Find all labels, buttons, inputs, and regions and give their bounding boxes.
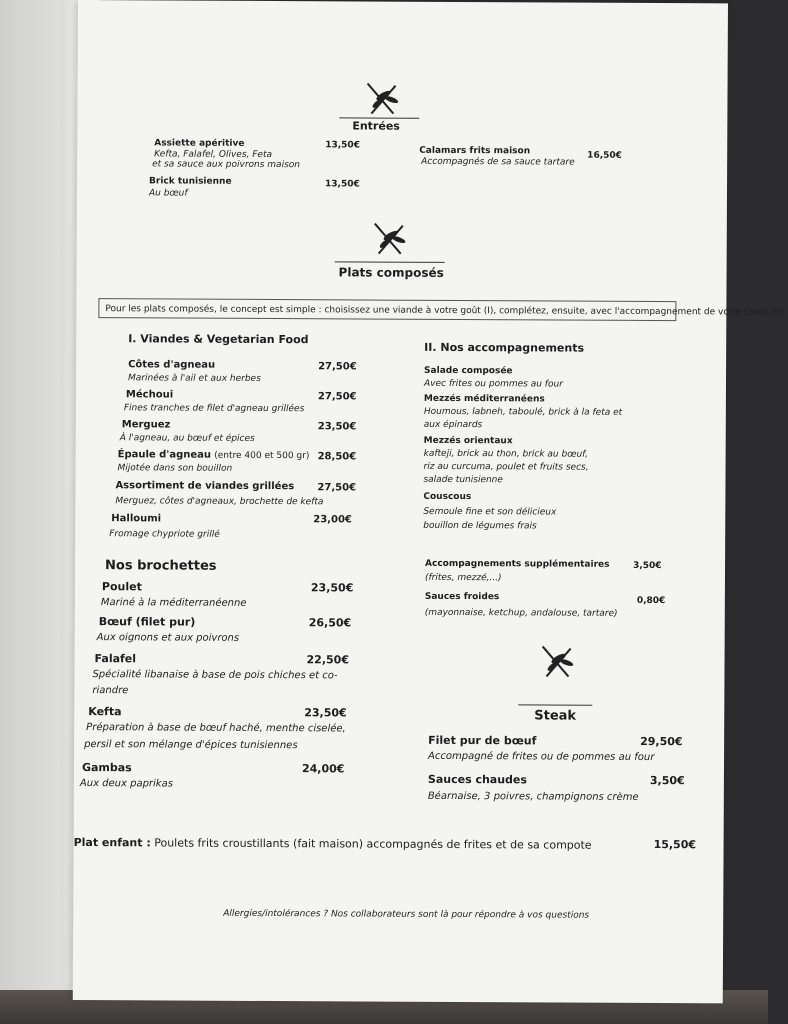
dish-desc: Mijotée dans son bouillon xyxy=(117,463,233,474)
dish-desc: persil et son mélange d'épices tunisiennes xyxy=(84,739,298,752)
viandes-heading: I. Viandes & Vegetarian Food xyxy=(128,332,309,347)
dish-desc: Marinées à l'ail et aux herbes xyxy=(127,373,261,384)
dish-price: 23,50€ xyxy=(304,706,347,720)
dish-price: 23,00€ xyxy=(313,514,352,526)
accompagnements-heading: II. Nos accompagnements xyxy=(424,340,585,355)
entree-desc: Au bœuf xyxy=(148,188,188,199)
entree-name: Assiette apéritive xyxy=(154,138,245,149)
kids-meal-price: 15,50€ xyxy=(653,838,697,852)
dish-name: Halloumi xyxy=(111,513,162,525)
entree-desc: Accompagnés de sa sauce tartare xyxy=(421,156,575,168)
dish-desc: À l'agneau, au bœuf et épices xyxy=(119,433,255,444)
title-rule xyxy=(339,117,419,118)
dish-desc: Spécialité libanaise à base de pois chiches et co- xyxy=(92,669,338,682)
dish-name: Falafel xyxy=(94,652,137,666)
side-name: Salade composée xyxy=(424,365,513,377)
dish-name: Bœuf (filet pur) xyxy=(98,615,196,629)
extra-price: 3,50€ xyxy=(633,560,662,572)
dish-name-line xyxy=(118,449,310,461)
entree-price: 16,50€ xyxy=(587,150,622,161)
dish-name: Poulet xyxy=(101,580,142,594)
steak-title: Steak xyxy=(534,708,577,724)
allergy-footer: Allergies/intolérances ? Nos collaborateurs sont là pour répondre à vos questions xyxy=(223,908,590,921)
side-name: Mezzés méditerranéens xyxy=(423,393,545,405)
side-desc: kafteji, brick au thon, brick au bœuf, xyxy=(423,448,589,460)
steak-desc: Béarnaise, 3 poivres, champignons crème xyxy=(427,790,639,803)
steak-desc: Accompagné de frites ou de pommes au four xyxy=(428,750,655,764)
side-desc: salade tunisienne xyxy=(423,474,503,486)
dish-price: 27,50€ xyxy=(317,482,357,494)
dish-price: 23,50€ xyxy=(317,421,357,433)
dish-desc: Préparation à base de bœuf haché, menthe ciselée, xyxy=(86,722,346,735)
dish-name: Méchoui xyxy=(125,389,174,401)
dish-price: 24,00€ xyxy=(301,762,345,776)
olive-branch-logo-icon xyxy=(532,636,582,682)
dish-desc: Aux oignons et aux poivrons xyxy=(96,632,240,644)
entree-price: 13,50€ xyxy=(325,179,360,190)
extra-price: 0,80€ xyxy=(636,595,666,607)
entree-desc: Kefta, Falafel, Olives, Feta xyxy=(154,149,273,161)
steak-price: 3,50€ xyxy=(649,774,685,788)
brochettes-heading: Nos brochettes xyxy=(104,558,217,574)
dish-price: 23,50€ xyxy=(310,581,354,595)
kids-meal-line xyxy=(74,836,592,852)
dish-price: 27,50€ xyxy=(317,391,357,403)
dish-desc: Fromage chypriote grillé xyxy=(109,529,220,540)
dish-desc: Merguez, côtes d'agneaux, brochette de kefta xyxy=(115,496,324,508)
olive-branch-logo-icon xyxy=(357,73,407,119)
dish-price: 26,50€ xyxy=(308,616,352,630)
side-desc: aux épinards xyxy=(423,419,483,431)
dish-price: 27,50€ xyxy=(318,361,357,373)
menu-page xyxy=(73,0,787,1003)
kids-meal-label: Plat enfant : xyxy=(73,835,151,850)
steak-name: Filet pur de bœuf xyxy=(428,733,537,748)
steak-name: Sauces chaudes xyxy=(427,772,527,787)
entree-name: Brick tunisienne xyxy=(149,176,232,187)
side-name: Couscous xyxy=(423,491,472,503)
extra-desc: (frites, mezzé,...) xyxy=(424,572,502,584)
dish-name: Côtes d'agneau xyxy=(128,359,216,371)
entree-name: Calamars frits maison xyxy=(419,145,531,157)
side-name: Mezzés orientaux xyxy=(423,435,513,447)
dish-name-extra: (entre 400 et 500 gr) xyxy=(214,450,310,462)
side-desc: riz au curcuma, poulet et fruits secs, xyxy=(423,461,589,473)
dish-price: 22,50€ xyxy=(306,653,350,667)
dish-price: 28,50€ xyxy=(317,451,357,463)
concept-box: Pour les plats composés, le concept est simple : choisissez une viande à votre goût (I), complétez, ensuite, avec l'accompagnement de votre choix (II). xyxy=(98,298,676,321)
side-desc: Houmous, labneh, taboulé, brick à la feta et xyxy=(423,406,623,418)
plats-title: Plats composés xyxy=(338,265,444,280)
extra-name: Accompagnements supplémentaires xyxy=(425,558,610,570)
dish-name: Merguez xyxy=(121,419,171,431)
side-desc: Semoule fine et son délicieux xyxy=(423,506,557,518)
dish-name: Épaule d'agneau xyxy=(117,449,212,461)
dish-desc: riandre xyxy=(92,685,129,697)
title-rule xyxy=(518,704,592,705)
entrees-title: Entrées xyxy=(352,119,400,133)
side-desc: Avec frites ou pommes au four xyxy=(423,378,563,390)
extra-name: Sauces froides xyxy=(424,591,500,603)
dish-name: Gambas xyxy=(81,761,132,775)
olive-branch-logo-icon xyxy=(365,214,415,260)
dish-name: Assortiment de viandes grillées xyxy=(115,480,295,493)
dish-name: Kefta xyxy=(88,705,122,719)
dish-desc: Mariné à la méditerranéenne xyxy=(100,597,247,609)
steak-price: 29,50€ xyxy=(640,734,683,749)
kids-meal-text: Poulets frits croustillants (fait maison) accompagnés de frites et de sa compote xyxy=(154,836,592,852)
side-desc: bouillon de légumes frais xyxy=(423,520,537,532)
title-rule xyxy=(335,261,445,263)
extra-desc: (mayonnaise, ketchup, andalouse, tartare) xyxy=(424,607,618,619)
entree-desc: et sa sauce aux poivrons maison xyxy=(152,159,301,171)
dish-desc: Aux deux paprikas xyxy=(79,778,173,790)
entree-price: 13,50€ xyxy=(325,140,361,151)
dish-desc: Fines tranches de filet d'agneau grillées xyxy=(123,403,305,415)
